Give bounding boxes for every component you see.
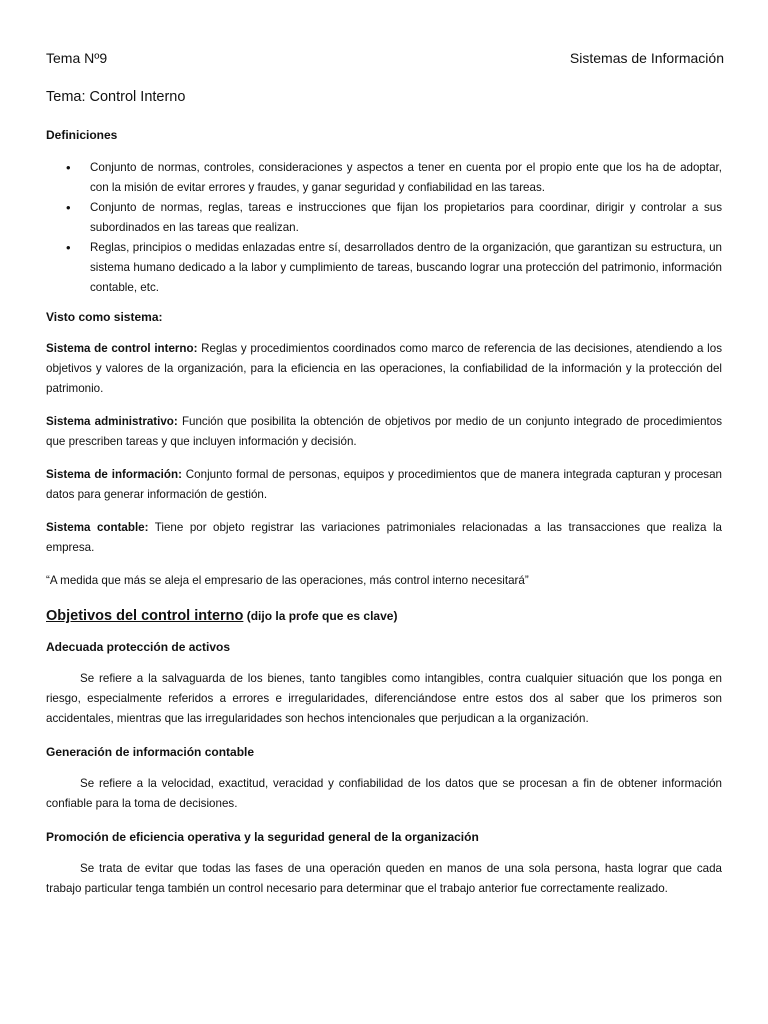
- header-subject: Sistemas de Información: [569, 50, 724, 66]
- term-text: Conjunto formal de personas, equipos y procedimientos que de manera integrada capturan y procesan datos para generar información de gestión.: [46, 468, 722, 501]
- section-text: Se trata de evitar que todas las fases de una operación queden en manos de una sola persona, hasta lograr que cada trabajo particular tenga también un control necesario para determinar que el trabajo anterior fue correctamente realizado.: [46, 862, 722, 895]
- header-topic-number: Tema Nº9: [46, 50, 108, 66]
- sistema-control-interno: [46, 339, 722, 399]
- document-title: Tema: Control Interno: [46, 89, 186, 105]
- document-body: [46, 125, 722, 912]
- term-text: Tiene por objeto registrar las variaciones patrimoniales relacionadas a las transacciones que realiza la empresa.: [46, 521, 722, 554]
- sistema-contable: [46, 518, 722, 558]
- page-header: [46, 50, 722, 70]
- term-label: Sistema administrativo:: [46, 415, 178, 428]
- list-item: • Reglas, principios o medidas enlazadas entre sí, desarrollados dentro de la organización, que garantizan su estructura, un sistema humano dedicado a la labor y cumplimiento de tareas, buscando lograr una protección del patrimonio, información contable, etc.: [46, 238, 722, 298]
- definiciones-list: [46, 158, 722, 298]
- list-item: • Conjunto de normas, controles, consideraciones y aspectos a tener en cuenta por el propio ente que los ha de adoptar, con la misión de evitar errores y fraudes, y ganar seguridad y confiabilidad en las tareas.: [46, 158, 722, 198]
- list-item: • Conjunto de normas, reglas, tareas e instrucciones que fijan los propietarios para coordinar, dirigir y controlar a sus subordinados en las tareas que realizan.: [46, 198, 722, 238]
- sistema-heading: Visto como sistema:: [46, 310, 163, 324]
- definiciones-heading: Definiciones: [46, 128, 118, 142]
- objetivos-title: [46, 606, 722, 626]
- term-label: Sistema de información:: [46, 468, 182, 481]
- quote: “A medida que más se aleja el empresario de las operaciones, más control interno necesitará”: [46, 574, 529, 587]
- sistema-administrativo: [46, 412, 722, 452]
- section-heading: Generación de información contable: [46, 745, 255, 759]
- document-page: [46, 0, 722, 1024]
- objetivos-note: (dijo la profe que es clave): [243, 609, 398, 623]
- objetivos-title-text: Objetivos del control interno: [46, 608, 244, 624]
- sistema-informacion: [46, 465, 722, 505]
- term-text: Función que posibilita la obtención de objetivos por medio de un conjunto integrado de procedimientos que prescriben tareas y que incluyen información y decisión.: [46, 415, 722, 448]
- section-text: Se refiere a la salvaguarda de los bienes, tanto tangibles como intangibles, contra cualquier situación que los ponga en riesgo, especialmente referidos a errores e irregularidades, diferenciándose entre estos dos al saber que los primeros son accidentales, mientras que las irregularidades son hechos intencionales que perjudican a la organización.: [46, 672, 722, 725]
- term-text: Reglas y procedimientos coordinados como marco de referencia de las decisiones, atendiendo a los objetivos y valores de la organización, para la eficiencia en las operaciones, la confiabilidad de la información y la protección del patrimonio.: [46, 342, 722, 395]
- section-heading: Promoción de eficiencia operativa y la seguridad general de la organización: [46, 830, 479, 844]
- term-label: Sistema de control interno:: [46, 342, 198, 355]
- section-text: Se refiere a la velocidad, exactitud, veracidad y confiabilidad de los datos que se procesan a fin de obtener información confiable para la toma de decisiones.: [46, 777, 722, 810]
- section-heading: Adecuada protección de activos: [46, 640, 231, 654]
- term-label: Sistema contable:: [46, 521, 149, 534]
